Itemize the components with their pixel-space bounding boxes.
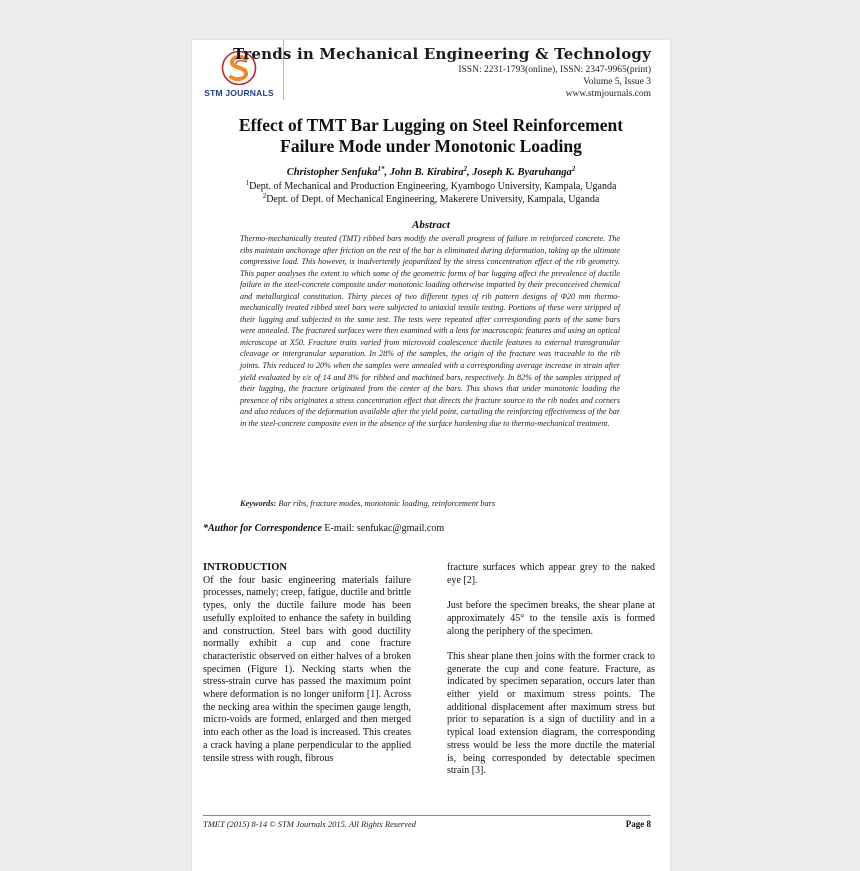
page-number: Page 8 xyxy=(625,819,651,829)
footer-divider xyxy=(203,815,651,816)
author-superscript: 1* xyxy=(377,165,385,173)
journal-title: Trends in Mechanical Engineering & Technology xyxy=(232,45,651,63)
author-name: Christopher Senfuka xyxy=(286,167,378,178)
author-superscript: 2 xyxy=(571,165,576,173)
author-name: John B. Kirabira xyxy=(389,167,464,178)
affiliation-text: Dept. of Mechanical and Production Engineering, Kyambogo University, Kampala, Uganda xyxy=(249,181,617,192)
volume-line: Volume 5, Issue 3 xyxy=(583,77,651,87)
affiliation-superscript: 1 xyxy=(245,179,250,187)
affiliation-1 xyxy=(192,181,670,192)
footer-copyright: TMET (2015) 8-14 © STM Journals 2015. All Rights Reserved xyxy=(203,819,416,829)
keywords-label: Keywords: xyxy=(240,499,277,508)
author-superscript: 2 xyxy=(463,165,468,173)
issn-line: ISSN: 2231-1793(online), ISSN: 2347-9965(print) xyxy=(458,65,651,75)
website-link[interactable]: www.stmjournals.com xyxy=(565,89,651,99)
abstract-text: Thermo-mechanically treated (TMT) ribbed bars modify the overall progress of failure in reinforced concrete. The ribs maintain anchorage after friction on the rest of the bar is eliminated during deformation, taking up the ultimate compressive load. This however, is inadvertently jeopardized by the stress concentration effect of the rib geometry. This paper analyses the extent to which some of the geometric forms of bar lugging affect the prevalence of ductile failure in the steel-concrete composite under monotonic loading otherwise imparted by their preconceived chemical and metallurgical constitution. Thirty pieces of two different types of rib pattern designs of Φ20 mm thermo-mechanically treated ribbed steel bars were subjected to uniaxial tensile testing. Portions of these were stripped of their lugging and subjected to the same test. The tests were repeated after corresponding parts of the same bars were annealed. The fractured surfaces were then examined with a lens for macroscopic features and using an optical microscope at X50. Fracture traits varied from microvoid coalescence ductile features to external transgranular cleavage or intergranular separation. In 28% of the samples, the origin of the fracture was traceable to the rib joints. This reduced to 20% when the samples were annealed with a corresponding average increase in strain after yield evaluated by ε/ε of 14 and 8% for ribbed and machined bars, respectively. In 82% of the samples stripped of their lugging, the fracture originated from the center of the bars. This shows that under monotonic loading the presence of ribs originates a stress concentration effect that directs the fracture source to the rib nodes and corners and also reduces of the deformation available after the yield point, curtailing the reinforcing effectiveness of the bar in the steel-concrete composite even in the absence of the surface hardening due to thermo-mechanical treatment. xyxy=(240,234,620,428)
affiliation-superscript: 2 xyxy=(262,192,267,200)
body-paragraph: Of the four basic engineering materials failure processes, namely; creep, fatigue, ductile and brittle types, only the ductile failure mode has been usefully exploited to enhance the safety in building and construction. Steel bars with good ductility normally exhibit a cup and cone fracture characteristic observed on either halves of a broken specimen (Figure 1). Necking starts when the stress-strain curve has passed the maximum point where deformation is no longer uniform [1]. Across the necking area within the specimen gauge length, micro-voids are formed, enlarged and then merged into each other as the load is increased. This creates a crack having a plane perpendicular to the applied tensile stress with rough, fibrous xyxy=(203,574,411,764)
paper-page xyxy=(192,40,670,871)
paper-title-line-1: Effect of TMT Bar Lugging on Steel Reinforcement xyxy=(238,115,624,135)
section-heading-introduction: INTRODUCTION xyxy=(203,562,288,573)
logo-text: STM JOURNALS xyxy=(204,88,274,98)
body-paragraph: This shear plane then joins with the former crack to generate the cup and cone feature. Fracture, as indicated by specimen separation, occurs later than either yield or maximum stress points. The additional displacement after maximum stress but prior to separation is a sign of ductility and in a typical load extension diagram, the corresponding stress would be less the more ductile the material is, being corresponded by detectable specimen strain [3]. xyxy=(447,650,655,777)
body-paragraph: Just before the specimen breaks, the shear plane at approximately 45° to the tensile axis is formed along the periphery of the specimen. xyxy=(447,600,655,637)
correspondence xyxy=(203,523,444,534)
paper-title-line-2: Failure Mode under Monotonic Loading xyxy=(280,136,582,156)
affiliation-2 xyxy=(192,194,670,205)
keywords-text: Bar ribs, fracture modes, monotonic loading, reinforcement bars xyxy=(278,499,496,508)
right-column xyxy=(447,562,655,778)
author-list: Christopher Senfuka$^{1*}$, John B. Kirabira$^2$, Joseph K. Byaruhanga$^2$ xyxy=(286,165,576,178)
body-paragraph: fracture surfaces which appear grey to the naked eye [2]. xyxy=(447,562,655,586)
author-name: Joseph K. Byaruhanga xyxy=(472,167,572,178)
affiliation-text: Dept. of Dept. of Mechanical Engineering, Makerere University, Kampala, Uganda xyxy=(266,194,600,205)
abstract-heading: Abstract xyxy=(412,219,450,231)
correspondence-email[interactable]: E-mail: senfukac@gmail.com xyxy=(324,523,445,534)
left-column xyxy=(203,562,411,765)
keywords xyxy=(240,499,640,508)
correspondence-label: *Author for Correspondence xyxy=(203,523,322,534)
